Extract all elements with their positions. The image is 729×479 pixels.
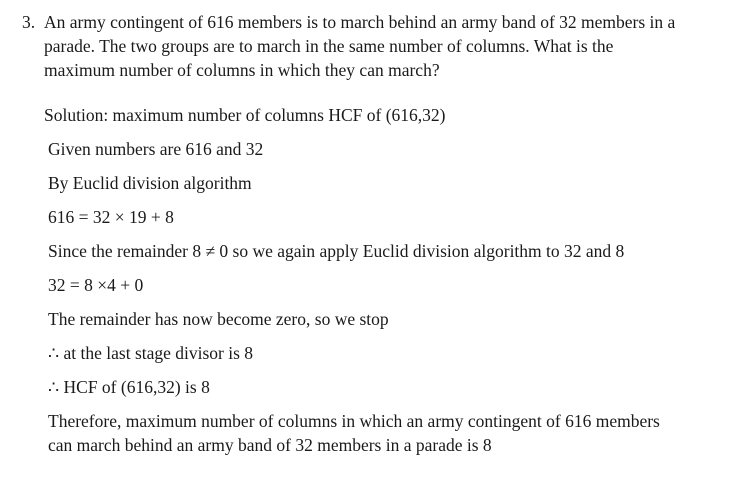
- equation-line: 616 = 32 × 19 + 8: [48, 207, 174, 227]
- question-line: parade. The two groups are to march in the same number of columns. What is the: [44, 36, 614, 56]
- solution-line: Since the remainder 8 ≠ 0 so we again apply Euclid division algorithm to 32 and 8: [48, 241, 625, 261]
- equation-line: 32 = 8 ×4 + 0: [48, 275, 144, 295]
- solution-line: By Euclid division algorithm: [48, 173, 252, 193]
- solution-line: ∴ HCF of (616,32) is 8: [48, 377, 210, 397]
- solution-line: Given numbers are 616 and 32: [48, 139, 264, 159]
- conclusion-line: can march behind an army band of 32 members in a parade is 8: [48, 435, 492, 455]
- conclusion-line: Therefore, maximum number of columns in which an army contingent of 616 members: [48, 411, 660, 431]
- question-line: An army contingent of 616 members is to march behind an army band of 32 members in a: [44, 12, 676, 32]
- solution-line: ∴ at the last stage divisor is 8: [48, 343, 254, 363]
- question-line: maximum number of columns in which they can march?: [44, 60, 440, 80]
- solution-line: The remainder has now become zero, so we stop: [48, 309, 389, 329]
- solution-heading: Solution: maximum number of columns HCF of (616,32): [44, 105, 446, 125]
- question-number: 3.: [22, 12, 36, 32]
